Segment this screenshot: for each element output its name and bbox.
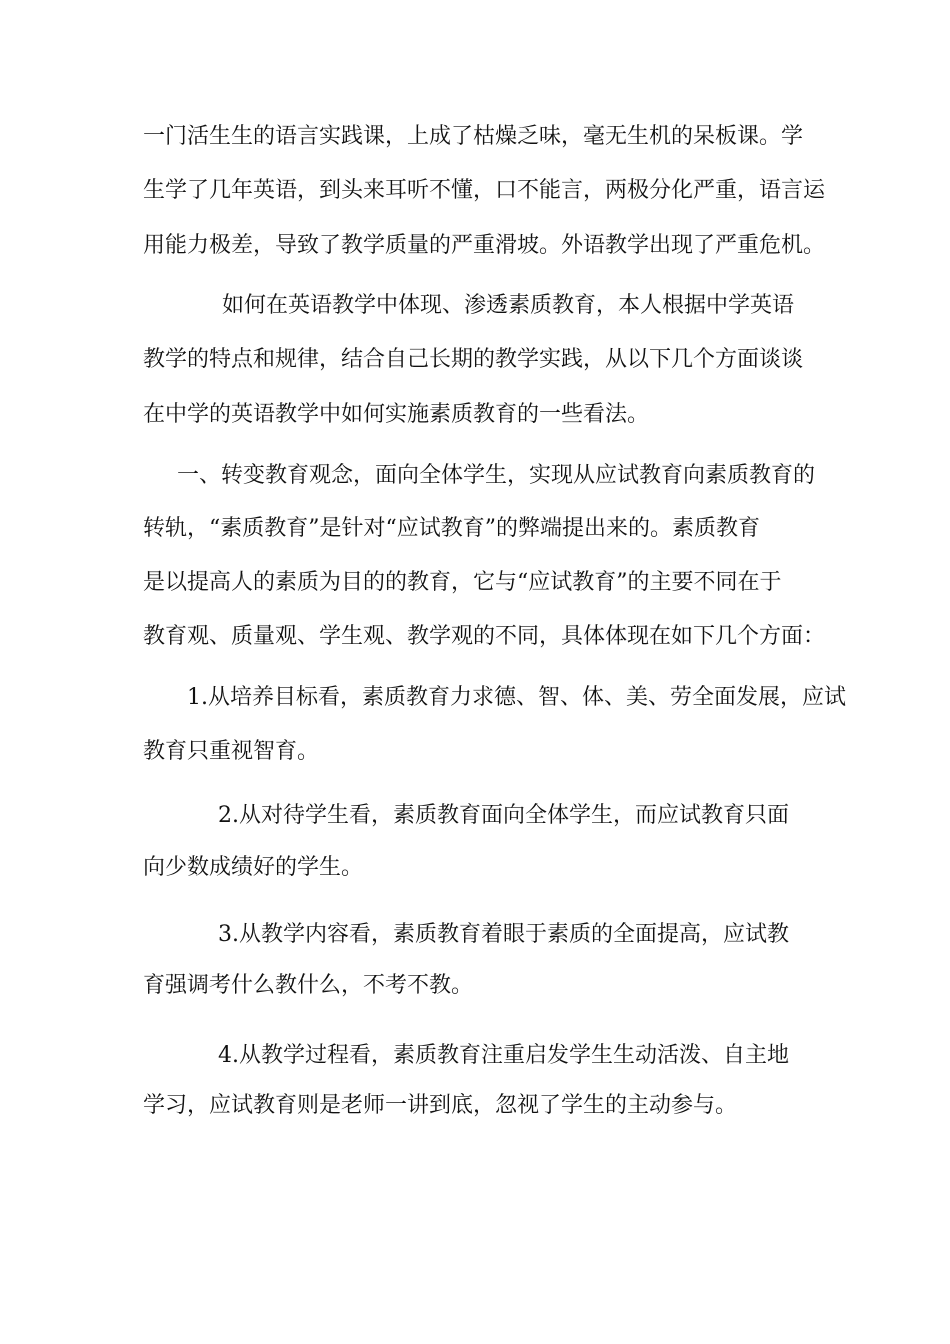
paragraph-7-line-2: 学习，应试教育则是老师一讲到底，忽视了学生的主动参与。 bbox=[143, 1093, 738, 1118]
paragraph-6-line-1: 3.从教学内容看，素质教育着眼于素质的全面提高，应试教 bbox=[218, 922, 789, 947]
paragraph-1-line-2: 生学了几年英语，到头来耳听不懂，口不能言，两极分化严重，语言运 bbox=[143, 178, 826, 203]
paragraph-2-line-1: 如何在英语教学中体现、渗透素质教育，本人根据中学英语 bbox=[178, 293, 795, 318]
paragraph-3-line-1: 一、转变教育观念，面向全体学生，实现从应试教育向素质教育的 bbox=[177, 463, 816, 488]
paragraph-5-line-1: 2.从对待学生看，素质教育面向全体学生，而应试教育只面 bbox=[218, 803, 789, 828]
paragraph-2-line-3: 在中学的英语教学中如何实施素质教育的一些看法。 bbox=[143, 402, 650, 427]
paragraph-1-line-3: 用能力极差，导致了教学质量的严重滑坡。外语教学出现了严重危机。 bbox=[143, 233, 826, 258]
paragraph-3-line-3: 是以提高人的素质为目的的教育，它与“应试教育”的主要不同在于 bbox=[143, 570, 782, 595]
paragraph-3-line-2: 转轨，“素质教育”是针对“应试教育”的弊端提出来的。素质教育 bbox=[143, 516, 760, 541]
paragraph-4-line-1: 1.从培养目标看，素质教育力求德、智、体、美、劳全面发展，应试 bbox=[187, 685, 846, 710]
paragraph-6-line-2: 育强调考什么教什么，不考不教。 bbox=[143, 973, 474, 998]
paragraph-3-line-4: 教育观、质量观、学生观、教学观的不同，具体体现在如下几个方面： bbox=[143, 624, 826, 649]
paragraph-2-line-2: 教学的特点和规律，结合自己长期的教学实践，从以下几个方面谈谈 bbox=[143, 347, 804, 372]
paragraph-4-line-2: 教育只重视智育。 bbox=[143, 739, 320, 764]
paragraph-5-line-2: 向少数成绩好的学生。 bbox=[143, 855, 364, 880]
paragraph-7-line-1: 4.从教学过程看，素质教育注重启发学生生动活泼、自主地 bbox=[218, 1043, 789, 1068]
paragraph-1-line-1: 一门活生生的语言实践课，上成了枯燥乏味，毫无生机的呆板课。学 bbox=[143, 124, 804, 149]
